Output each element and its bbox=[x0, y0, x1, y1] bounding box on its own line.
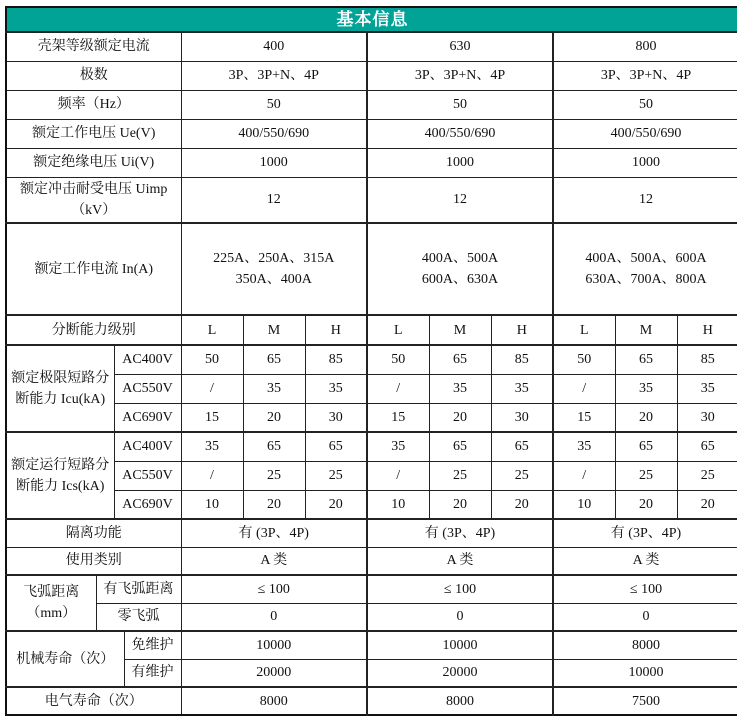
table-cell: 50 bbox=[553, 345, 615, 374]
table-cell: A 类 bbox=[553, 547, 737, 575]
table-cell: 10 bbox=[181, 490, 243, 519]
table-cell: / bbox=[367, 374, 429, 403]
table-cell: 400/550/690 bbox=[181, 119, 367, 148]
table-cell: 有 (3P、4P) bbox=[181, 519, 367, 547]
table-cell: 8000 bbox=[367, 687, 553, 715]
table-cell: ≤ 100 bbox=[553, 575, 737, 603]
table-cell: 35 bbox=[305, 374, 367, 403]
table-cell: A 类 bbox=[367, 547, 553, 575]
table-cell: 7500 bbox=[553, 687, 737, 715]
arc-distance-label bbox=[6, 575, 96, 631]
table-cell: 85 bbox=[677, 345, 737, 374]
table-cell: 20 bbox=[615, 490, 677, 519]
table-cell: 25 bbox=[491, 461, 553, 490]
impulse-voltage-label-line2: （kV） bbox=[71, 203, 117, 218]
table-cell: 30 bbox=[677, 403, 737, 432]
electrical-life-label: 电气寿命（次） bbox=[6, 687, 181, 715]
table-cell: 15 bbox=[181, 403, 243, 432]
table-cell: 50 bbox=[367, 90, 553, 119]
breaking-grade-label: 分断能力级别 bbox=[6, 315, 181, 345]
table-cell: 65 bbox=[429, 432, 491, 461]
ics-label-line1: 额定运行短路分 bbox=[11, 457, 110, 473]
table-cell: 25 bbox=[429, 461, 491, 490]
ics-sub-label: AC690V bbox=[114, 490, 181, 519]
table-cell: 30 bbox=[491, 403, 553, 432]
table-cell: 3P、3P+N、4P bbox=[367, 61, 553, 90]
cell-line: 400A、500A、600A bbox=[585, 251, 707, 267]
utilization-category-label: 使用类别 bbox=[6, 547, 181, 575]
cell-line: 350A、400A bbox=[235, 272, 312, 288]
table-cell: 20 bbox=[243, 490, 305, 519]
table-cell: 10 bbox=[553, 490, 615, 519]
table-cell: 800 bbox=[553, 32, 737, 61]
table-cell: 50 bbox=[181, 345, 243, 374]
table-cell: 65 bbox=[243, 432, 305, 461]
mechanical-life-label: 机械寿命（次） bbox=[6, 631, 124, 687]
table-cell: M bbox=[429, 315, 491, 345]
table-cell: 35 bbox=[243, 374, 305, 403]
table-cell: ≤ 100 bbox=[367, 575, 553, 603]
table-cell: 20 bbox=[615, 403, 677, 432]
table-cell: 85 bbox=[491, 345, 553, 374]
frame-current-label: 壳架等级额定电流 bbox=[6, 32, 181, 61]
ics-label bbox=[6, 432, 114, 519]
table-cell: 有 (3P、4P) bbox=[367, 519, 553, 547]
table-cell: 12 bbox=[553, 177, 737, 223]
table-cell: 1000 bbox=[181, 148, 367, 177]
cell-line: 225A、250A、315A bbox=[213, 251, 335, 267]
table-cell: 50 bbox=[181, 90, 367, 119]
icu-label bbox=[6, 345, 114, 432]
table-cell: 85 bbox=[305, 345, 367, 374]
table-cell: 65 bbox=[615, 432, 677, 461]
arc-distance-label-line2: （mm） bbox=[26, 606, 77, 622]
table-cell: L bbox=[367, 315, 429, 345]
impulse-voltage-label-line1: 额定冲击耐受电压 Uimp bbox=[20, 182, 168, 197]
icu-sub-label: AC400V bbox=[114, 345, 181, 374]
table-cell: 20000 bbox=[181, 659, 367, 687]
table-cell: 8000 bbox=[181, 687, 367, 715]
table-cell: 10 bbox=[367, 490, 429, 519]
table-cell: 20 bbox=[243, 403, 305, 432]
table-cell: 1000 bbox=[367, 148, 553, 177]
table-cell: 25 bbox=[305, 461, 367, 490]
table-cell: 3P、3P+N、4P bbox=[553, 61, 737, 90]
table-cell bbox=[181, 223, 367, 315]
table-cell: / bbox=[181, 461, 243, 490]
table-cell: 1000 bbox=[553, 148, 737, 177]
cell-line: 630A、700A、800A bbox=[585, 272, 707, 288]
poles-label: 极数 bbox=[6, 61, 181, 90]
ics-sub-label: AC550V bbox=[114, 461, 181, 490]
table-cell: M bbox=[243, 315, 305, 345]
table-cell: 400/550/690 bbox=[553, 119, 737, 148]
table-cell: 20 bbox=[429, 490, 491, 519]
table-cell: / bbox=[553, 461, 615, 490]
icu-label-line1: 额定极限短路分 bbox=[11, 370, 110, 386]
ics-label-line2: 断能力 Ics(kA) bbox=[16, 478, 105, 494]
rated-current-label: 额定工作电流 In(A) bbox=[6, 223, 181, 315]
table-cell: 65 bbox=[615, 345, 677, 374]
icu-sub-label: AC550V bbox=[114, 374, 181, 403]
table-cell: 20 bbox=[677, 490, 737, 519]
table-cell: 15 bbox=[367, 403, 429, 432]
table-cell: 0 bbox=[553, 603, 737, 631]
table-cell: L bbox=[553, 315, 615, 345]
table-cell: 10000 bbox=[553, 659, 737, 687]
arc-distance-sub-label: 有飞弧距离 bbox=[96, 575, 181, 603]
table-cell bbox=[553, 223, 737, 315]
mechanical-life-sub-label: 有维护 bbox=[124, 659, 181, 687]
table-cell: 25 bbox=[243, 461, 305, 490]
table-cell: 65 bbox=[677, 432, 737, 461]
table-cell: 20 bbox=[491, 490, 553, 519]
table-cell: 630 bbox=[367, 32, 553, 61]
table-cell: / bbox=[367, 461, 429, 490]
table-cell: 15 bbox=[553, 403, 615, 432]
table-cell: 50 bbox=[553, 90, 737, 119]
table-cell: 20000 bbox=[367, 659, 553, 687]
cell-line: 600A、630A bbox=[421, 272, 499, 288]
table-cell: 50 bbox=[367, 345, 429, 374]
isolation-label: 隔离功能 bbox=[6, 519, 181, 547]
table-cell: 0 bbox=[181, 603, 367, 631]
frequency-label: 频率（Hz） bbox=[6, 90, 181, 119]
table-cell: 12 bbox=[367, 177, 553, 223]
table-cell: 65 bbox=[305, 432, 367, 461]
table-cell: L bbox=[181, 315, 243, 345]
impulse-voltage-label bbox=[6, 177, 181, 223]
table-cell: 35 bbox=[615, 374, 677, 403]
table-cell: 35 bbox=[181, 432, 243, 461]
table-cell: / bbox=[181, 374, 243, 403]
table-cell: 35 bbox=[553, 432, 615, 461]
table-cell: A 类 bbox=[181, 547, 367, 575]
table-cell: 10000 bbox=[367, 631, 553, 659]
icu-sub-label: AC690V bbox=[114, 403, 181, 432]
section-title: 基本信息 bbox=[6, 7, 737, 32]
arc-distance-sub-label: 零飞弧 bbox=[96, 603, 181, 631]
table-cell: 400/550/690 bbox=[367, 119, 553, 148]
cell-line: 400A、500A bbox=[421, 251, 499, 267]
table-cell: 35 bbox=[429, 374, 491, 403]
ics-sub-label: AC400V bbox=[114, 432, 181, 461]
rated-voltage-label: 额定工作电压 Ue(V) bbox=[6, 119, 181, 148]
table-cell: 8000 bbox=[553, 631, 737, 659]
arc-distance-label-line1: 飞弧距离 bbox=[23, 585, 80, 601]
table-cell: 10000 bbox=[181, 631, 367, 659]
insulation-voltage-label: 额定绝缘电压 Ui(V) bbox=[6, 148, 181, 177]
table-cell: 35 bbox=[367, 432, 429, 461]
table-cell: 12 bbox=[181, 177, 367, 223]
mechanical-life-sub-label: 免维护 bbox=[124, 631, 181, 659]
table-cell: H bbox=[491, 315, 553, 345]
table-cell: H bbox=[305, 315, 367, 345]
table-cell: 0 bbox=[367, 603, 553, 631]
table-cell: 20 bbox=[429, 403, 491, 432]
table-cell: 35 bbox=[677, 374, 737, 403]
table-cell: M bbox=[615, 315, 677, 345]
table-cell: 20 bbox=[305, 490, 367, 519]
table-cell: 65 bbox=[243, 345, 305, 374]
table-cell: 有 (3P、4P) bbox=[553, 519, 737, 547]
table-cell: 35 bbox=[491, 374, 553, 403]
table-cell: 65 bbox=[429, 345, 491, 374]
icu-label-line2: 断能力 Icu(kA) bbox=[15, 391, 106, 407]
table-cell: 30 bbox=[305, 403, 367, 432]
table-cell bbox=[367, 223, 553, 315]
table-cell: 25 bbox=[677, 461, 737, 490]
table-cell: 400 bbox=[181, 32, 367, 61]
spec-table bbox=[5, 6, 737, 716]
table-cell: 25 bbox=[615, 461, 677, 490]
table-cell: 65 bbox=[491, 432, 553, 461]
table-cell: 3P、3P+N、4P bbox=[181, 61, 367, 90]
table-cell: H bbox=[677, 315, 737, 345]
table-cell: / bbox=[553, 374, 615, 403]
table-cell: ≤ 100 bbox=[181, 575, 367, 603]
